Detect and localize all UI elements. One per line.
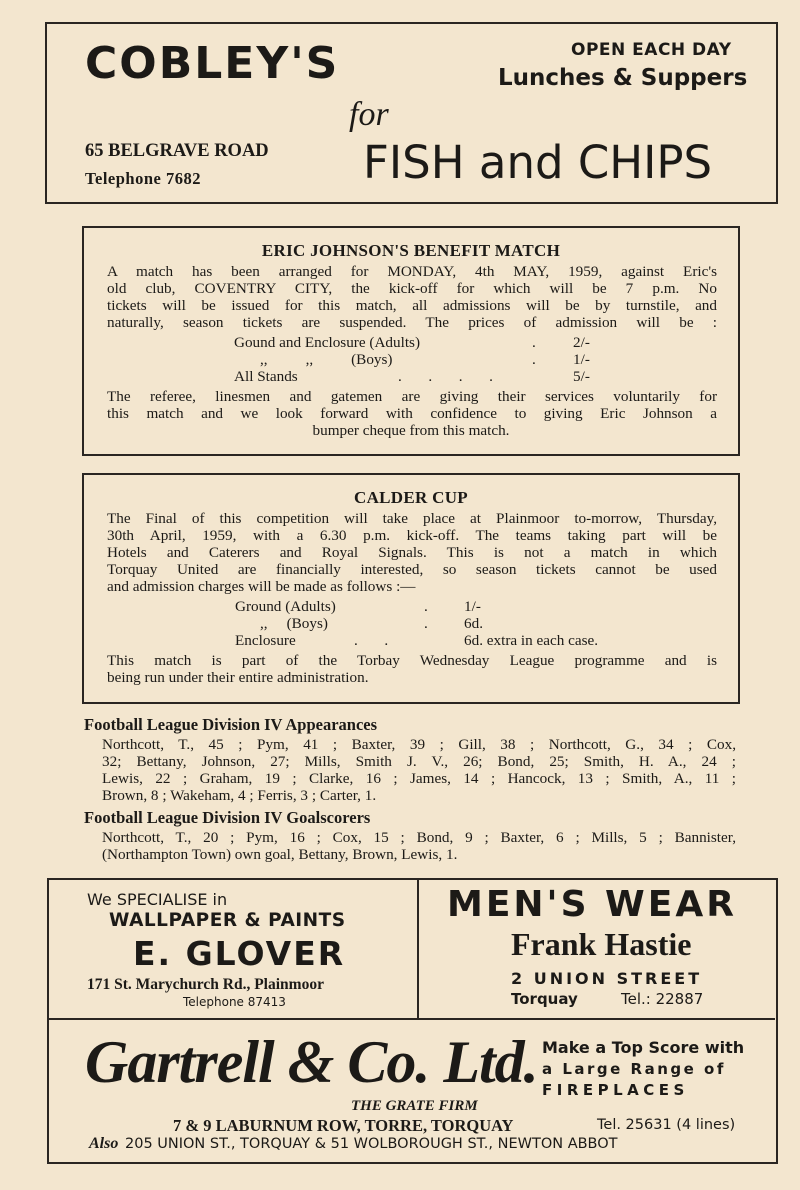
calder-price-dot-2: .	[424, 615, 428, 632]
goalscorers-line-1: Northcott, T., 20 ; Pym, 16 ; Cox, 15 ; Bond, 9 ; Baxter, 6 ; Mills, 5 ; Bannister,	[102, 829, 736, 846]
calder-line-5: and admission charges will be made as follows :—	[107, 578, 416, 595]
cobleys-for: for	[349, 96, 389, 133]
calder-price-label-1: Ground (Adults)	[235, 598, 336, 615]
benefit-price-1: 2/-	[573, 334, 590, 351]
calder-price-label-3: Enclosure	[235, 632, 296, 649]
mens-wear-street: 2 UNION STREET	[511, 969, 703, 988]
gartrell-logo: Gartrell & Co. Ltd.	[85, 1029, 538, 1095]
benefit-price-dot-2: .	[532, 351, 536, 368]
gartrell-grate-firm: THE GRATE FIRM	[351, 1098, 478, 1114]
goalscorers-line-2: (Northampton Town) own goal, Bettany, Brown, Lewis, 1.	[102, 846, 458, 863]
benefit-price-2: 1/-	[573, 351, 590, 368]
glover-name: E. GLOVER	[133, 934, 346, 973]
horizontal-divider	[49, 1018, 775, 1020]
calder-price-dots-3: . .	[354, 632, 389, 649]
benefit-line-3: tickets will be issued for this match, all admissions will be by turnstile, and	[107, 297, 717, 314]
cobleys-name: COBLEY'S	[85, 38, 340, 89]
benefit-closing-2: this match and we look forward with confidence to giving Eric Johnson a	[107, 405, 717, 422]
gartrell-top-score: Make a Top Score with	[542, 1038, 745, 1057]
appearances-line-1: Northcott, T., 45 ; Pym, 41 ; Baxter, 39 ; Gill, 38 ; Northcott, G., 34 ; Cox,	[102, 736, 736, 753]
calder-line-3: Hotels and Caterers and Royal Signals. This is not a match in which	[107, 544, 717, 561]
calder-price-3: 6d. extra in each case.	[464, 632, 599, 649]
calder-line-4: Torquay United are financially interested, so season tickets cannot be used	[107, 561, 717, 578]
glover-address: 171 St. Marychurch Rd., Plainmoor	[87, 976, 324, 993]
gartrell-range: a Large Range of	[542, 1060, 726, 1078]
mens-wear-town: Torquay	[511, 990, 578, 1008]
gartrell-tel: Tel. 25631 (4 lines)	[597, 1117, 736, 1133]
appearances-title: Football League Division IV Appearances	[84, 715, 378, 734]
benefit-line-4: naturally, season tickets are suspended. The prices of admission will be :	[107, 314, 717, 331]
appearances-line-2: 32; Bettany, Johnson, 27; Mills, Smith J. V., 26; Bond, 25; Smith, H. A., 24 ;	[102, 753, 736, 770]
mens-wear-name: Frank Hastie	[511, 926, 692, 962]
calder-title: CALDER CUP	[354, 488, 468, 507]
benefit-closing-1: The referee, linesmen and gatemen are giving their services voluntarily for	[107, 388, 717, 405]
cobleys-telephone: Telephone 7682	[85, 169, 201, 188]
benefit-price-dots-3: . . . .	[398, 368, 493, 385]
cobleys-lunches: Lunches & Suppers	[498, 65, 748, 91]
glover-telephone: Telephone 87413	[183, 995, 286, 1009]
benefit-price-label-1: Gound and Enclosure (Adults)	[234, 334, 421, 351]
benefit-closing-3: bumper cheque from this match.	[312, 422, 510, 439]
benefit-price-label-2: ,, ,, (Boys)	[260, 351, 393, 368]
benefit-match-notice	[82, 226, 740, 456]
benefit-price-3: 5/-	[573, 368, 590, 385]
gartrell-address-1: 7 & 9 LABURNUM ROW, TORRE, TORQUAY	[173, 1116, 514, 1135]
glover-specialise: We SPECIALISE in	[87, 890, 228, 909]
calder-line-1: The Final of this competition will take place at Plainmoor to-morrow, Thursday,	[107, 510, 717, 527]
calder-price-2: 6d.	[464, 615, 483, 632]
cobleys-open: OPEN EACH DAY	[571, 40, 732, 60]
glover-wallpaper: WALLPAPER & PAINTS	[109, 910, 346, 931]
cobleys-address: 65 BELGRAVE ROAD	[85, 141, 269, 161]
calder-price-label-2: ,, (Boys)	[260, 615, 328, 632]
benefit-line-2: old club, COVENTRY CITY, the kick-off for which will be 7 p.m. No	[107, 280, 717, 297]
calder-line-2: 30th April, 1959, with a 6.30 p.m. kick-off. The teams taking part will be	[107, 527, 717, 544]
mens-wear-tel: Tel.: 22887	[621, 990, 704, 1008]
calder-closing-2: being run under their entire administration.	[107, 669, 369, 686]
cobleys-advert	[45, 22, 778, 204]
calder-closing-1: This match is part of the Torbay Wednesday League programme and is	[107, 652, 717, 669]
appearances-line-4: Brown, 8 ; Wakeham, 4 ; Ferris, 3 ; Carter, 1.	[102, 787, 377, 804]
benefit-line-1: A match has been arranged for MONDAY, 4th MAY, 1959, against Eric's	[107, 263, 717, 280]
goalscorers-title: Football League Division IV Goalscorers	[84, 808, 371, 827]
vertical-divider	[417, 880, 419, 1018]
cobleys-fish-and-chips: FISH and CHIPS	[363, 136, 713, 189]
gartrell-fireplaces: FIREPLACES	[542, 1081, 689, 1099]
calder-price-dot-1: .	[424, 598, 428, 615]
calder-price-1: 1/-	[464, 598, 481, 615]
calder-cup-notice	[82, 473, 740, 704]
benefit-price-label-3: All Stands	[234, 368, 298, 385]
gartrell-also: Also	[89, 1135, 119, 1152]
mens-wear-title: MEN'S WEAR	[447, 884, 737, 925]
benefit-price-dot-1: .	[532, 334, 536, 351]
benefit-title: ERIC JOHNSON'S BENEFIT MATCH	[261, 241, 561, 260]
gartrell-address-2: 205 UNION ST., TORQUAY & 51 WOLBOROUGH ST., NEWTON ABBOT	[125, 1136, 618, 1152]
bottom-adverts-frame	[47, 878, 778, 1164]
appearances-line-3: Lewis, 22 ; Graham, 19 ; Clarke, 16 ; James, 14 ; Hancock, 13 ; Smith, A., 11 ;	[102, 770, 736, 787]
